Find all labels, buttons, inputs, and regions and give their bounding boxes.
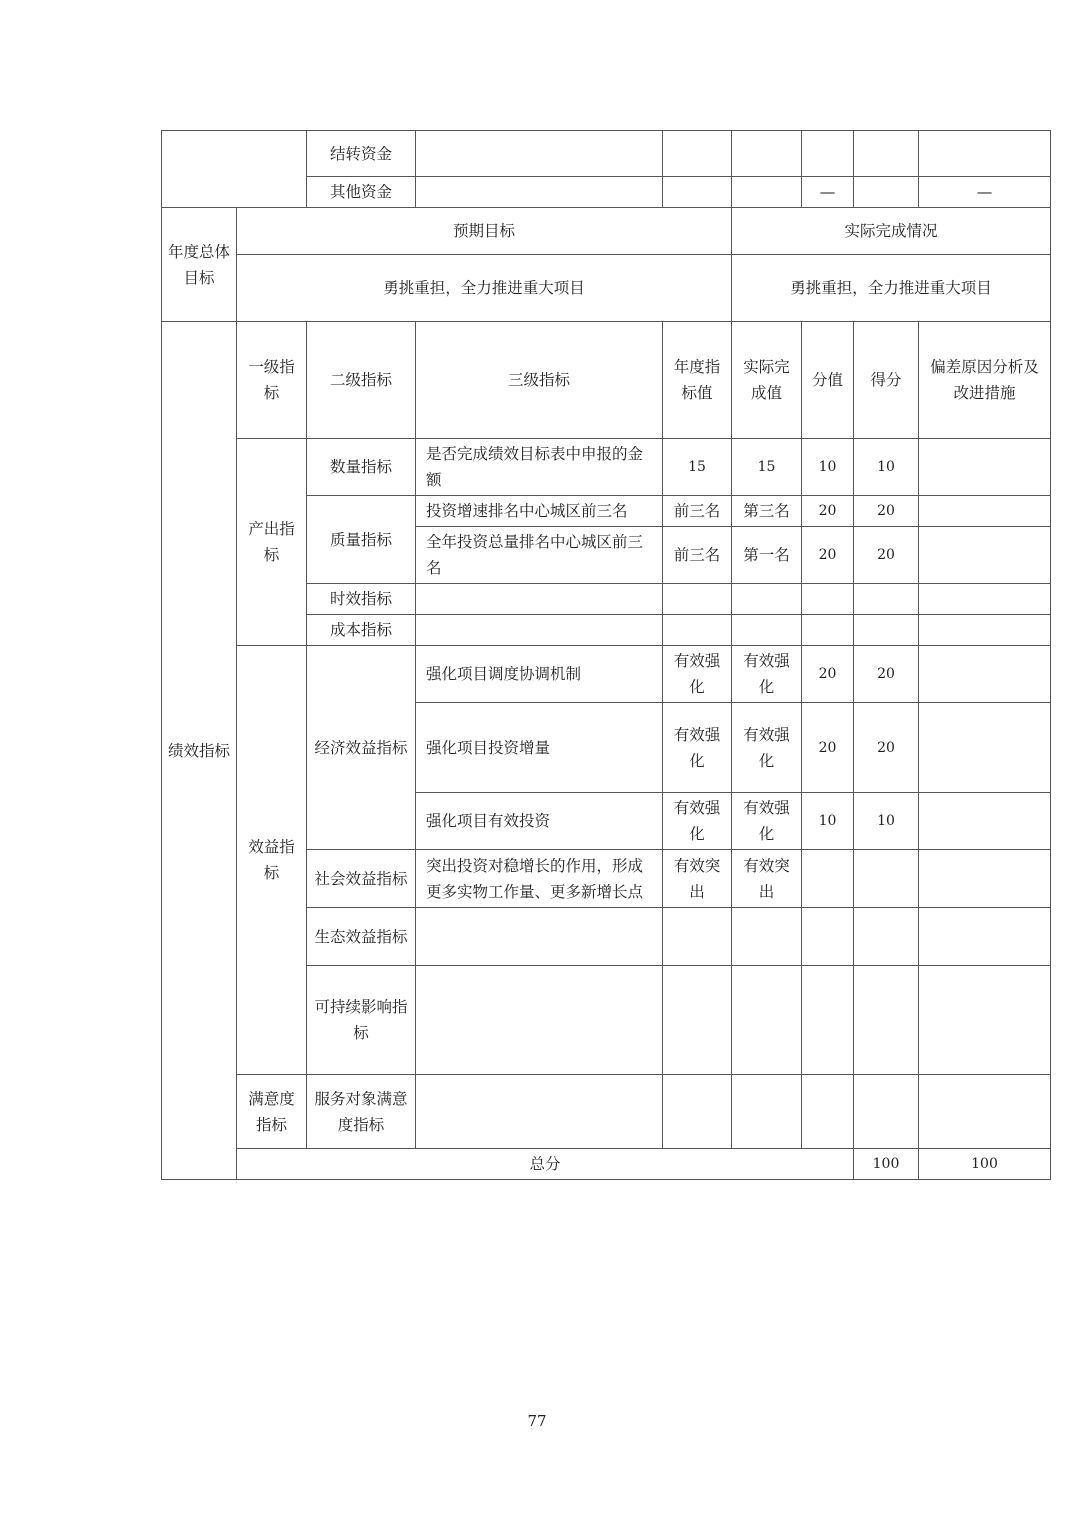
service-satisfaction-label: 服务对象满意度指标 — [307, 1075, 416, 1149]
deviation-cell — [919, 527, 1051, 584]
score-value: 10 — [802, 439, 854, 496]
score: 20 — [854, 496, 919, 527]
header-level3: 三级指标 — [416, 322, 663, 439]
cell — [663, 1075, 732, 1149]
expected-goal-header: 预期目标 — [237, 208, 732, 255]
total-score: 100 — [919, 1149, 1051, 1180]
target-value: 有效突出 — [663, 850, 732, 908]
cell — [919, 615, 1051, 646]
cell — [802, 131, 854, 177]
score: 10 — [854, 793, 919, 850]
cell — [854, 177, 919, 208]
cell — [919, 966, 1051, 1075]
target-value: 前三名 — [663, 496, 732, 527]
expected-goal-text: 勇挑重担，全力推进重大项目 — [237, 255, 732, 322]
header-level1: 一级指标 — [237, 322, 307, 439]
carryover-fund-label: 结转资金 — [307, 131, 416, 177]
cell — [416, 177, 663, 208]
header-score: 得分 — [854, 322, 919, 439]
cell — [732, 908, 802, 966]
actual-value: 有效强化 — [732, 646, 802, 703]
score-value: 10 — [802, 793, 854, 850]
actual-value: 有效突出 — [732, 850, 802, 908]
deviation-cell — [919, 496, 1051, 527]
header-level2: 二级指标 — [307, 322, 416, 439]
cell — [416, 615, 663, 646]
cell — [416, 1075, 663, 1149]
target-value: 有效强化 — [663, 703, 732, 793]
total-score-value: 100 — [854, 1149, 919, 1180]
cell — [663, 131, 732, 177]
benefit-indicator-label: 效益指标 — [237, 646, 307, 1075]
annual-goal-label: 年度总体目标 — [162, 208, 237, 322]
header-annual-target: 年度指标值 — [663, 322, 732, 439]
cell — [732, 615, 802, 646]
score-value: 20 — [802, 527, 854, 584]
deviation-cell — [919, 646, 1051, 703]
score: 20 — [854, 527, 919, 584]
score: 20 — [854, 646, 919, 703]
indicator-item: 突出投资对稳增长的作用，形成更多实物工作量、更多新增长点 — [416, 850, 663, 908]
score-value: 20 — [802, 646, 854, 703]
other-fund-label: 其他资金 — [307, 177, 416, 208]
cell — [802, 966, 854, 1075]
header-deviation: 偏差原因分析及改进措施 — [919, 322, 1051, 439]
ecological-indicator-label: 生态效益指标 — [307, 908, 416, 966]
actual-completion-header: 实际完成情况 — [732, 208, 1051, 255]
deviation-cell — [919, 703, 1051, 793]
actual-value: 第三名 — [732, 496, 802, 527]
cell — [663, 615, 732, 646]
cell — [732, 131, 802, 177]
target-value: 前三名 — [663, 527, 732, 584]
quantity-indicator-label: 数量指标 — [307, 439, 416, 496]
indicator-item: 全年投资总量排名中心城区前三名 — [416, 527, 663, 584]
quality-indicator-label: 质量指标 — [307, 496, 416, 584]
score-value: 20 — [802, 496, 854, 527]
output-indicator-label: 产出指标 — [237, 439, 307, 646]
cell — [416, 131, 663, 177]
cell — [919, 1075, 1051, 1149]
cell — [802, 1075, 854, 1149]
page-number: 77 — [527, 1412, 547, 1430]
cell — [802, 584, 854, 615]
deviation-cell — [919, 793, 1051, 850]
cell — [732, 177, 802, 208]
cell — [802, 908, 854, 966]
cell — [854, 966, 919, 1075]
deviation-cell — [919, 850, 1051, 908]
header-actual-value: 实际完成值 — [732, 322, 802, 439]
indicator-item: 强化项目有效投资 — [416, 793, 663, 850]
timeliness-indicator-label: 时效指标 — [307, 584, 416, 615]
header-score-value: 分值 — [802, 322, 854, 439]
cell — [919, 131, 1051, 177]
cell — [663, 584, 732, 615]
cell — [802, 850, 854, 908]
performance-indicator-label: 绩效指标 — [162, 322, 237, 1180]
deviation-cell — [919, 439, 1051, 496]
cell — [732, 966, 802, 1075]
score: 20 — [854, 703, 919, 793]
cell — [663, 908, 732, 966]
cell — [663, 966, 732, 1075]
cell — [416, 966, 663, 1075]
target-value: 15 — [663, 439, 732, 496]
indicator-item: 强化项目调度协调机制 — [416, 646, 663, 703]
actual-value: 有效强化 — [732, 793, 802, 850]
target-value: 有效强化 — [663, 793, 732, 850]
cell — [732, 584, 802, 615]
score-value: 20 — [802, 703, 854, 793]
cell — [854, 850, 919, 908]
score: 10 — [854, 439, 919, 496]
cell — [416, 584, 663, 615]
cost-indicator-label: 成本指标 — [307, 615, 416, 646]
target-value: 有效强化 — [663, 646, 732, 703]
dash-cell: — — [802, 177, 854, 208]
actual-value: 有效强化 — [732, 703, 802, 793]
actual-value: 第一名 — [732, 527, 802, 584]
dash-cell: — — [919, 177, 1051, 208]
cell — [416, 908, 663, 966]
cell — [854, 584, 919, 615]
economic-indicator-label: 经济效益指标 — [307, 646, 416, 850]
actual-completion-text: 勇挑重担，全力推进重大项目 — [732, 255, 1051, 322]
fund-blank-cell — [162, 131, 307, 208]
satisfaction-indicator-label: 满意度指标 — [237, 1075, 307, 1149]
cell — [854, 131, 919, 177]
sustainable-indicator-label: 可持续影响指标 — [307, 966, 416, 1075]
total-label: 总分 — [237, 1149, 854, 1180]
indicator-item: 是否完成绩效目标表中申报的金额 — [416, 439, 663, 496]
social-indicator-label: 社会效益指标 — [307, 850, 416, 908]
cell — [854, 1075, 919, 1149]
indicator-item: 强化项目投资增量 — [416, 703, 663, 793]
cell — [854, 908, 919, 966]
cell — [854, 615, 919, 646]
cell — [802, 615, 854, 646]
cell — [919, 584, 1051, 615]
cell — [919, 908, 1051, 966]
cell — [663, 177, 732, 208]
performance-table — [161, 130, 1051, 1180]
actual-value: 15 — [732, 439, 802, 496]
indicator-item: 投资增速排名中心城区前三名 — [416, 496, 663, 527]
cell — [732, 1075, 802, 1149]
